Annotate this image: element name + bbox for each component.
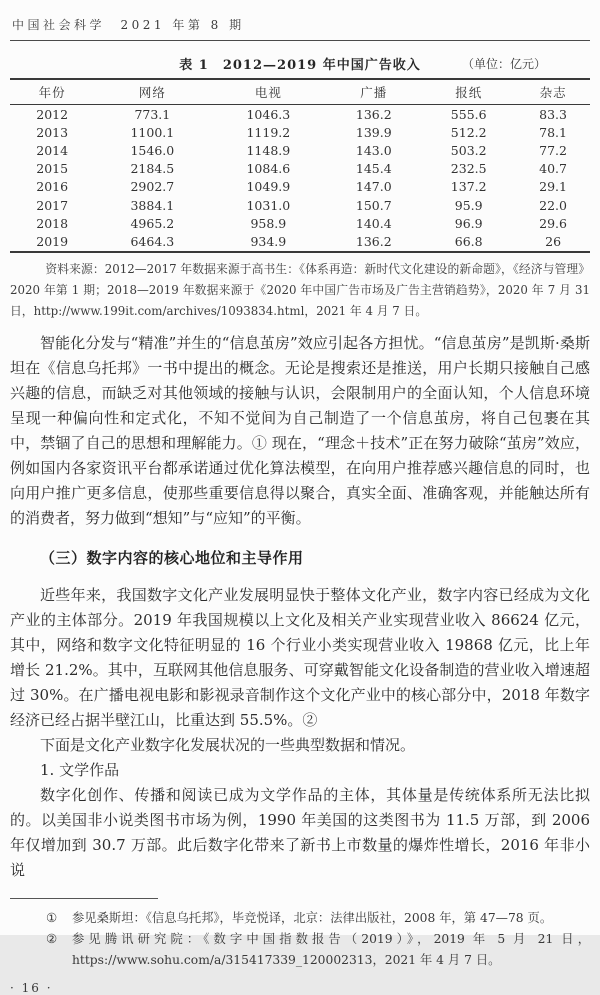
table-cell: 26 [545, 233, 562, 249]
table-cell: 1100.1 [130, 124, 175, 140]
table-cell: 2014 [36, 142, 69, 158]
table-cell: 2016 [36, 179, 69, 195]
table-cell: 1031.0 [246, 197, 291, 213]
table-cell: 2017 [36, 197, 69, 213]
paragraph-literature: 数字化创作、传播和阅读已成为文学作品的主体，其体量是传统体系所无法比拟的。以美国非小说类图书市场为例，1990 年美国的这类图书为 11.5 万部，到 2006 年仅增加到 30.7 万部。此后数字化带来了新书上市数量的爆炸性增长，2016 年非小说 [10, 785, 590, 879]
footnote-divider [10, 898, 158, 899]
table-row [10, 105, 590, 124]
running-head: 中国社会科学 2021 年第 8 期 [12, 18, 245, 32]
footnote-text: 参见腾讯研究院：《数字中国指数报告（2019）》，2019 年 5 月 21 日，https://www.sohu.com/a/315417339_120002313，2021 年 4 月 7 日。 [72, 931, 590, 967]
header-divider [10, 40, 590, 41]
table-cell: 4965.2 [130, 215, 175, 231]
table-unit-note: （单位：亿元） [461, 57, 546, 71]
table-body [10, 105, 590, 252]
column-header: 广播 [326, 79, 421, 105]
table-row [10, 196, 590, 214]
table-cell: 2902.7 [130, 179, 175, 195]
table-cell: 2019 [36, 233, 69, 249]
column-header: 报纸 [421, 79, 516, 105]
table-cell: 40.7 [539, 161, 567, 177]
table-cell: 3884.1 [130, 197, 175, 213]
table-cell: 78.1 [539, 124, 567, 140]
table-cell: 137.2 [450, 179, 487, 195]
table-cell: 2018 [36, 215, 69, 231]
table-cell: 2184.5 [130, 161, 175, 177]
table-cell: 1049.9 [246, 179, 291, 195]
table-cell: 934.9 [250, 233, 287, 249]
table-cell: 503.2 [450, 142, 487, 158]
footnote-text: 参见桑斯坦：《信息乌托邦》，毕竞悦译，北京：法律出版社，2008 年，第 47—78 页。 [72, 910, 553, 925]
table-cell: 1119.2 [246, 124, 291, 140]
table-cell: 140.4 [355, 215, 392, 231]
section-heading: （三）数字内容的核心地位和主导作用 [40, 548, 304, 567]
column-header: 杂志 [516, 79, 590, 105]
table-cell: 77.2 [539, 142, 567, 158]
subitem-literature: 1. 文学作品 [40, 760, 120, 779]
paragraph-intro-typical-data: 下面是文化产业数字化发展状况的一些典型数据和情况。 [40, 735, 416, 754]
table-cell: 958.9 [250, 215, 287, 231]
paragraph-digital-content: 近些年来，我国数字文化产业发展明显快于整体文化产业，数字内容已经成为文化产业的主体部分。2019 年我国规模以上文化及相关产业实现营业收入 86624 亿元，其中，网络和数字文化特征明显的 16 个行业小类实现营业收入 19868 亿元，比上年增长 21.2%。其中，互联网其他信息服务、可穿戴智能文化设备制造的营业收入增速超过 30%。在广播电视电影和影视录音制作这个文化产业中的核心部分中，2018 年数字经济已经占据半壁江山，比重达到 55.5%。② [10, 585, 590, 729]
table-cell: 95.9 [454, 197, 483, 213]
table-cell: 1046.3 [246, 106, 291, 122]
page-number: · 16 · [10, 980, 53, 995]
footnote-item [46, 908, 590, 929]
table-row [10, 178, 590, 196]
table-source-note: 资料来源：2012—2017 年数据来源于高书生：《体系再造：新时代文化建设的新命题》，《经济与管理》2020 年第 1 期；2018—2019 年数据来源于《2020 年中国广告市场及广告主营销趋势》，2020 年 7 月 31 日，http://www.199it.com/archives/1093834.html，2021 年 4 月 7 日。 [10, 261, 590, 318]
table-cell: 1084.6 [246, 161, 291, 177]
table-cell: 1148.9 [246, 142, 291, 158]
table-cell: 83.3 [539, 106, 567, 122]
table-cell: 6464.3 [130, 233, 175, 249]
footnote-marker: ① [46, 910, 58, 925]
table-cell: 96.9 [454, 215, 483, 231]
table-cell: 773.1 [134, 106, 171, 122]
table-caption-row [10, 54, 590, 74]
ad-revenue-table [10, 78, 590, 253]
table-cell: 2012 [36, 106, 69, 122]
table-cell: 136.2 [355, 233, 392, 249]
table-title: 表 1 2012—2019 年中国广告收入 [179, 58, 421, 73]
table-row [10, 232, 590, 251]
table-cell: 232.5 [450, 161, 487, 177]
table-cell: 150.7 [355, 197, 392, 213]
column-header: 电视 [210, 79, 326, 105]
table-cell: 22.0 [539, 197, 567, 213]
table-header-row [10, 79, 590, 105]
table-row [10, 141, 590, 159]
table-cell: 29.1 [539, 179, 567, 195]
paragraph-info-cocoon: 智能化分发与“精准”并生的“信息茧房”效应引起各方担忧。“信息茧房”是凯斯·桑斯坦在《信息乌托邦》一书中提出的概念。无论是搜索还是推送，用户长期只接触自己感兴趣的信息，而缺乏对其他领域的接触与认识，会限制用户的全面认知，个人信息环境呈现一种偏向性和定式化，不知不觉间为自己制造了一个信息茧房，将自己包裹在其中，禁锢了自己的思想和理解能力。① 现在，“理念＋技术”正在努力破除“茧房”效应，例如国内各家资讯平台都承诺通过优化算法模型，在向用户推荐感兴趣信息的同时，也向用户推广更多信息，使那些重要信息得以聚合，真实全面、准确客观，并能触达所有的消费者，努力做到“想知”与“应知”的平衡。 [10, 333, 590, 527]
table-cell: 2013 [36, 124, 69, 140]
table-cell: 512.2 [450, 124, 487, 140]
footnotes [10, 908, 590, 971]
table-cell: 29.6 [539, 215, 567, 231]
table-row [10, 123, 590, 141]
table-row [10, 214, 590, 232]
table-header-cells [10, 79, 590, 105]
footnote-marker: ② [46, 931, 58, 946]
table-cell: 145.4 [355, 161, 392, 177]
table-row [10, 160, 590, 178]
table-cell: 143.0 [355, 142, 392, 158]
table-cell: 136.2 [355, 106, 392, 122]
table-cell: 139.9 [355, 124, 392, 140]
table-cell: 66.8 [454, 233, 483, 249]
table-cell: 2015 [36, 161, 69, 177]
table-cell: 1546.0 [130, 142, 175, 158]
table-cell: 147.0 [355, 179, 392, 195]
footnote-item [46, 929, 590, 971]
column-header: 网络 [94, 79, 210, 105]
column-header: 年份 [10, 79, 94, 105]
table-cell: 555.6 [450, 106, 487, 122]
